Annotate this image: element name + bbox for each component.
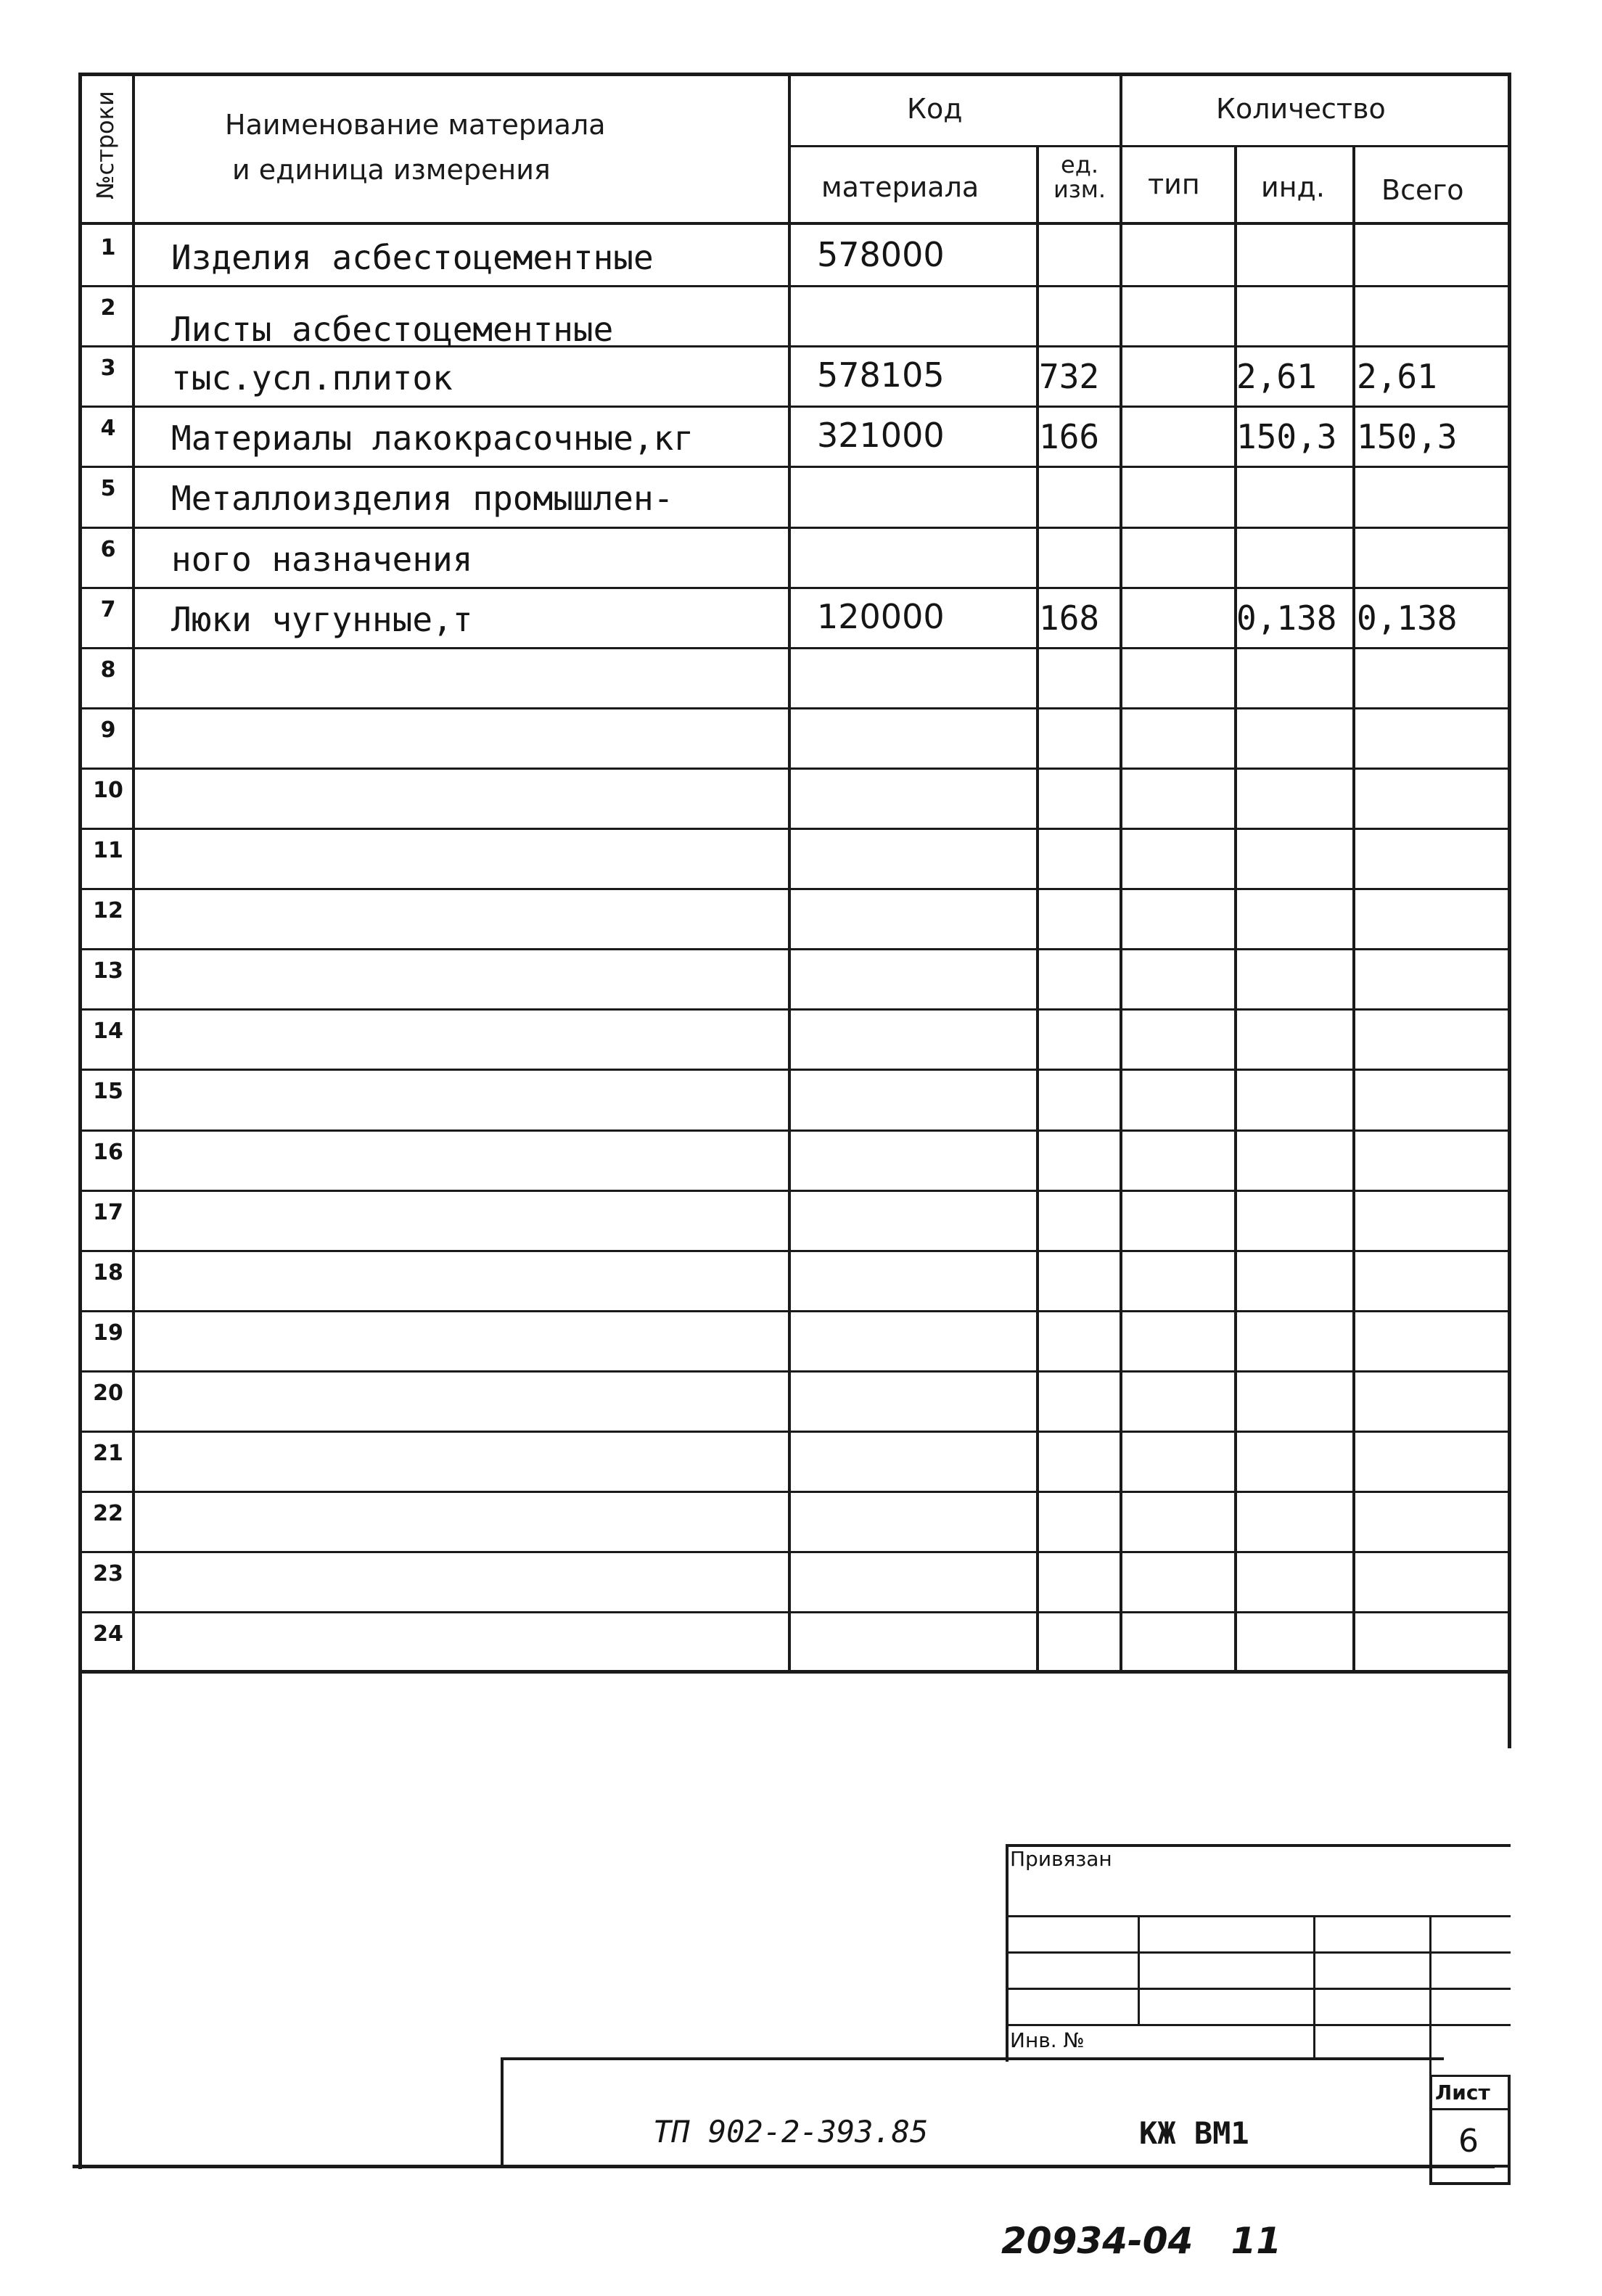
- document-code: ТП 902-2-393.85: [653, 2114, 929, 2149]
- row-number: 18: [93, 1260, 123, 1285]
- name-header-line2: и единица измерения: [232, 154, 551, 186]
- sheet-box-bottom: [1429, 2182, 1511, 2185]
- table-row: [0, 888, 1602, 948]
- inventory-number-label: Инв. №: [1010, 2028, 1085, 2052]
- row-number: 10: [93, 778, 123, 803]
- table-row: [0, 345, 1602, 406]
- unit-header: ед. изм.: [1053, 151, 1106, 203]
- table-row: [0, 1431, 1602, 1491]
- code-group-header: Код: [907, 93, 963, 125]
- table-row: [0, 768, 1602, 828]
- row-number: 13: [93, 958, 123, 984]
- tb-line-a: [1006, 1915, 1511, 1917]
- table-row: [0, 1310, 1602, 1370]
- material-name: ного назначения: [171, 540, 473, 579]
- footer-stamp: 20934-04 11: [1001, 2220, 1282, 2262]
- row-number: 17: [93, 1200, 123, 1225]
- row-number: 6: [100, 537, 116, 562]
- table-row: [0, 466, 1602, 526]
- table-row: [0, 1008, 1602, 1069]
- material-code: 120000: [817, 597, 945, 636]
- sheet-box-right: [1508, 2075, 1511, 2185]
- row-number: 23: [93, 1561, 123, 1587]
- table-row: [0, 587, 1602, 647]
- sheet-label: Лист: [1435, 2081, 1490, 2104]
- row-number: 7: [100, 597, 116, 622]
- table-bottom-line: [80, 1670, 1511, 1674]
- row-number: 2: [100, 295, 116, 321]
- row-number: 19: [93, 1320, 123, 1346]
- sheet-box-left: [1429, 2075, 1432, 2185]
- unit-code: 166: [1039, 417, 1100, 456]
- row-number: 3: [100, 355, 116, 381]
- tb-line-c: [1006, 1988, 1511, 1990]
- table-row: [0, 1130, 1602, 1190]
- table-row: [0, 406, 1602, 466]
- material-code: 578105: [817, 355, 945, 395]
- row-number: 22: [93, 1501, 123, 1526]
- table-row: [0, 828, 1602, 888]
- frame-top-line: [80, 73, 1511, 76]
- quantity-group-header: Количество: [1216, 93, 1386, 125]
- type-header: тип: [1148, 168, 1200, 200]
- table-row: [0, 1250, 1602, 1310]
- row-number: 24: [93, 1621, 123, 1647]
- material-code: 321000: [817, 416, 945, 455]
- table-row: [0, 1069, 1602, 1129]
- table-row: [0, 285, 1602, 349]
- sheet-number: 6: [1458, 2123, 1479, 2160]
- material-name: Изделия асбестоцементные: [171, 238, 654, 277]
- stamp-left-line: [501, 2057, 504, 2168]
- material-name: Листы асбестоцементные: [171, 310, 614, 349]
- row-number: 20: [93, 1381, 123, 1406]
- table-row: [0, 225, 1602, 285]
- material-name: Материалы лакокрасочные,кг: [171, 419, 694, 458]
- tb-vline-1: [1138, 1915, 1140, 2024]
- document-mark: КЖ ВМ1: [1139, 2115, 1249, 2151]
- row-number: 15: [93, 1079, 123, 1104]
- total-header: Всего: [1381, 174, 1464, 206]
- row-number: 12: [93, 898, 123, 923]
- unit-code: 168: [1039, 598, 1100, 638]
- ind-qty: 2,61: [1236, 357, 1317, 396]
- tb-vline-2: [1313, 1915, 1315, 2060]
- row-number: 9: [100, 717, 116, 743]
- name-header-line1: Наименование материала: [225, 109, 606, 141]
- table-row: [0, 1551, 1602, 1611]
- row-number: 16: [93, 1140, 123, 1165]
- material-code-header: материала: [821, 171, 979, 203]
- row-number-header: №строки: [91, 91, 119, 199]
- table-row: [0, 527, 1602, 587]
- table-row: [0, 647, 1602, 707]
- total-qty: 0,138: [1357, 598, 1458, 638]
- row-number: 8: [100, 657, 116, 683]
- row-number: 4: [100, 416, 116, 441]
- row-number: 1: [100, 235, 116, 260]
- material-code: 578000: [817, 235, 945, 274]
- sheet-box-mid: [1429, 2108, 1511, 2110]
- row-number: 21: [93, 1441, 123, 1466]
- ind-qty: 150,3: [1236, 417, 1337, 456]
- total-qty: 150,3: [1357, 417, 1458, 456]
- table-row: [0, 1491, 1602, 1551]
- material-name: Люки чугунные,т: [171, 600, 473, 639]
- table-row: [0, 1190, 1602, 1250]
- stamp-bottom-line: [501, 2165, 1511, 2168]
- sheet-box-top: [1429, 2075, 1511, 2077]
- material-name: Металлоизделия промышлен-: [171, 479, 674, 518]
- tb-line-b: [1006, 1951, 1511, 1954]
- table-row: [0, 707, 1602, 768]
- unit-code: 732: [1039, 357, 1100, 396]
- ind-qty: 0,138: [1236, 598, 1337, 638]
- table-row: [0, 1611, 1602, 1671]
- row-number: 5: [100, 476, 116, 501]
- total-qty: 2,61: [1357, 357, 1437, 396]
- table-row: [0, 948, 1602, 1008]
- row-number: 14: [93, 1019, 123, 1044]
- material-name: тыс.усл.плиток: [171, 358, 453, 398]
- tb-line-d: [1006, 2024, 1511, 2026]
- stamp-top-line: [501, 2057, 1444, 2060]
- table-row: [0, 1370, 1602, 1431]
- header-mid-line: [788, 145, 1511, 147]
- linked-label: Привязан: [1010, 1847, 1112, 1871]
- ind-header: инд.: [1261, 171, 1325, 203]
- row-number: 11: [93, 838, 123, 863]
